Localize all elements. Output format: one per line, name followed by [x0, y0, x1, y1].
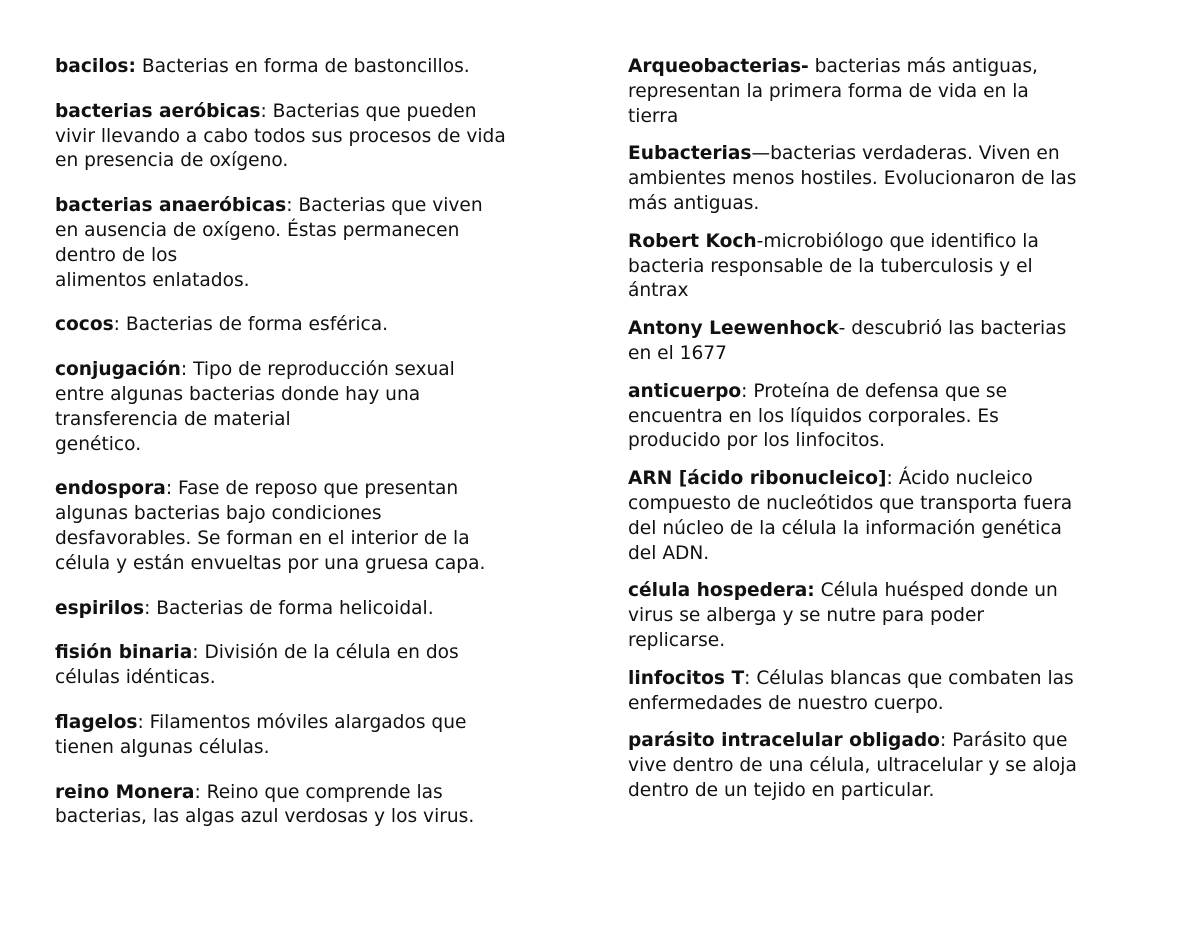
glossary-term: parásito intracelular obligado	[628, 730, 940, 752]
glossary-term: Robert Koch	[628, 230, 757, 252]
left-column	[55, 55, 575, 850]
glossary-term: conjugación	[55, 359, 181, 381]
glossary-term: linfocitos T	[628, 667, 745, 689]
glossary-entry	[628, 317, 1148, 367]
glossary-term: célula hospedera:	[628, 580, 815, 602]
glossary-entry	[55, 55, 575, 80]
glossary-definition: : Proteína de defensa que se encuentra en los líquidos corporales. Es producido por los linfocitos.	[628, 380, 1008, 452]
glossary-entry	[55, 641, 575, 691]
glossary-definition: : Células blancas que combaten las enfermedades de nuestro cuerpo.	[628, 667, 1074, 714]
glossary-definition: bacterias más antiguas, representan la primera forma de vida en la tierra	[628, 56, 1038, 127]
glossary-entry	[628, 579, 1148, 653]
glossary-entry	[628, 467, 1148, 566]
glossary-entry	[55, 358, 575, 457]
glossary-term: bacterias anaeróbicas	[55, 195, 287, 217]
glossary-definition: Bacterias en forma de bastoncillos.	[135, 56, 470, 77]
glossary-definition: Célula huésped donde un virus se alberga y se nutre para poder replicarse.	[628, 580, 1058, 651]
glossary-term: fisión binaria	[55, 642, 193, 664]
glossary-definition: : Bacterias de forma esférica.	[113, 314, 389, 336]
right-column	[628, 55, 1148, 817]
glossary-entry	[628, 729, 1148, 803]
glossary-entry	[55, 313, 575, 338]
glossary-definition: : Parásito que vive dentro de una célula, ultracelular y se aloja dentro de un tejido en particular.	[628, 730, 1077, 801]
glossary-term: ARN [ácido ribonucleico]	[628, 468, 887, 490]
glossary-definition: : Filamentos móviles alargados que tienen algunas células.	[55, 711, 467, 758]
glossary-term: Antony Leewenhock	[628, 318, 839, 340]
glossary-entry	[55, 477, 575, 576]
glossary-entry	[628, 230, 1148, 304]
glossary-term: reino Monera	[55, 781, 195, 803]
glossary-term: endospora	[55, 478, 166, 500]
glossary-definition: —bacterias verdaderas. Viven en ambientes menos hostiles. Evolucionaron de las más antiguas.	[628, 143, 1077, 214]
glossary-term: flagelos	[55, 711, 138, 733]
glossary-definition: : Bacterias de forma helicoidal.	[144, 597, 434, 619]
glossary-definition: : Reino que comprende las bacterias, las algas azul verdosas y los virus.	[55, 781, 475, 828]
glossary-term: espirilos	[55, 597, 145, 619]
glossary-definition: : Bacterias que pueden vivir llevando a cabo todos sus procesos de vida en presencia de oxígeno.	[55, 100, 506, 172]
glossary-entry	[628, 55, 1148, 129]
glossary-entry	[55, 597, 575, 622]
glossary-term: bacterias aeróbicas	[55, 100, 261, 122]
glossary-definition: : Fase de reposo que presentan algunas bacterias bajo condiciones desfavorables. Se forman en el interior de la célula y están envueltas por una gruesa capa.	[55, 478, 486, 574]
glossary-term: bacilos:	[55, 56, 136, 77]
glossary-definition: : Bacterias que viven en ausencia de oxígeno. Éstas permanecen dentro de los alimentos enlatados.	[55, 195, 483, 291]
glossary-term: cocos	[55, 314, 114, 336]
glossary-term: Arqueobacterias-	[628, 56, 809, 77]
glossary-entry	[55, 711, 575, 761]
glossary-entry	[55, 194, 575, 293]
glossary-definition: -microbiólogo que identifico la bacteria responsable de la tuberculosis y el ántrax	[628, 230, 1039, 302]
glossary-definition: : División de la célula en dos células idénticas.	[55, 642, 459, 689]
glossary-entry	[628, 667, 1148, 717]
glossary-term: anticuerpo	[628, 380, 742, 402]
glossary-entry	[55, 781, 575, 831]
glossary-definition: : Tipo de reproducción sexual entre algunas bacterias donde hay una transferencia de material genético.	[55, 359, 455, 455]
glossary-entry	[55, 100, 575, 174]
glossary-definition: - descubrió las bacterias en el 1677	[628, 318, 1067, 364]
glossary-term: Eubacterias	[628, 143, 752, 165]
glossary-entry	[628, 142, 1148, 216]
glossary-definition: : Ácido nucleico compuesto de nucleótidos que transporta fuera del núcleo de la célula la información genética del ADN.	[628, 468, 1073, 564]
glossary-entry	[628, 380, 1148, 454]
